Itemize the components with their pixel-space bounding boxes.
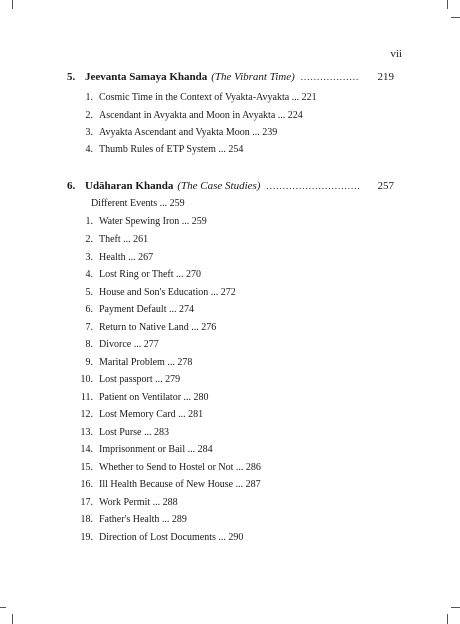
entry-text: House and Son's Education ... 272 xyxy=(99,287,236,298)
crop-mark-bottom-left xyxy=(12,614,13,624)
crop-mark-bottom-right xyxy=(447,614,448,624)
entry-number: 6. xyxy=(85,304,93,315)
entry-text: Lost Purse ... 283 xyxy=(99,427,169,438)
toc-entry[interactable] xyxy=(67,409,367,425)
entry-text: Payment Default ... 274 xyxy=(99,304,194,315)
entry-text: Ill Health Because of New House ... 287 xyxy=(99,479,261,490)
dot-leader xyxy=(266,181,360,191)
entry-text: Work Permit ... 288 xyxy=(99,497,178,508)
entry-number: 14. xyxy=(80,444,93,455)
entry-text: Thumb Rules of ETP System ... 254 xyxy=(99,144,244,155)
entry-text: Patient on Ventilator ... 280 xyxy=(99,392,209,403)
entry-number: 5. xyxy=(85,287,93,298)
toc-entry[interactable] xyxy=(67,444,367,460)
entry-number: 9. xyxy=(85,357,93,368)
toc-entry[interactable] xyxy=(67,304,367,320)
toc-entry[interactable] xyxy=(67,514,367,530)
entry-text: Avyakta Ascendant and Vyakta Moon ... 239 xyxy=(99,127,278,138)
entry-number: 11. xyxy=(80,392,93,403)
entry-text: Theft ... 261 xyxy=(99,234,149,245)
entry-number: 15. xyxy=(80,462,93,473)
section-title: Jeevanta Samaya Khanda xyxy=(85,71,208,83)
entry-number: 18. xyxy=(80,514,93,525)
entry-text: Cosmic Time in the Context of Vyakta-Avyakta ... 221 xyxy=(99,92,317,103)
crop-mark-top-right xyxy=(447,0,448,9)
entry-number: 13. xyxy=(80,427,93,438)
section-title: Udāharan Khanda xyxy=(85,180,174,192)
toc-entry[interactable] xyxy=(67,374,367,390)
entry-number: 1. xyxy=(85,216,93,227)
toc-entry[interactable] xyxy=(67,497,367,513)
crop-mark-right-upper xyxy=(451,17,460,18)
section-intro[interactable]: Different Events ... 259 xyxy=(91,198,185,209)
toc-entry[interactable] xyxy=(67,322,367,338)
entry-number: 7. xyxy=(85,322,93,333)
toc-entry[interactable] xyxy=(67,127,367,143)
section-page: 257 xyxy=(377,180,394,192)
entry-number: 8. xyxy=(85,339,93,350)
entry-number: 16. xyxy=(80,479,93,490)
page-number: vii xyxy=(390,48,402,60)
section-page: 219 xyxy=(377,71,394,83)
crop-mark-left-lower xyxy=(0,607,6,608)
entry-number: 1. xyxy=(85,92,93,103)
entry-number: 3. xyxy=(85,252,93,263)
toc-section-6[interactable] xyxy=(67,180,394,196)
entry-text: Water Spewing Iron ... 259 xyxy=(99,216,207,227)
entry-number: 3. xyxy=(85,127,93,138)
entry-text: Divorce ... 277 xyxy=(99,339,159,350)
section-number: 5. xyxy=(67,71,76,83)
crop-mark-top-left xyxy=(12,0,13,9)
entry-number: 4. xyxy=(85,269,93,280)
toc-entry[interactable] xyxy=(67,216,367,232)
toc-entry[interactable] xyxy=(67,392,367,408)
section-subtitle: (The Vibrant Time) xyxy=(211,71,295,83)
toc-entry[interactable] xyxy=(67,357,367,373)
toc-entry[interactable] xyxy=(67,110,367,126)
dot-leader xyxy=(301,72,360,82)
entry-number: 4. xyxy=(85,144,93,155)
entry-text: Ascendant in Avyakta and Moon in Avyakta ... 224 xyxy=(99,110,303,121)
entry-number: 19. xyxy=(80,532,93,543)
toc-entry[interactable] xyxy=(67,252,367,268)
toc-entry[interactable] xyxy=(67,462,367,478)
toc-entry[interactable] xyxy=(67,532,367,548)
entry-text: Father's Health ... 289 xyxy=(99,514,187,525)
entry-text: Imprisonment or Bail ... 284 xyxy=(99,444,213,455)
toc-entry[interactable] xyxy=(67,339,367,355)
entry-text: Lost Memory Card ... 281 xyxy=(99,409,204,420)
toc-entry[interactable] xyxy=(67,287,367,303)
toc-entry[interactable] xyxy=(67,427,367,443)
entry-text: Return to Native Land ... 276 xyxy=(99,322,217,333)
entry-number: 17. xyxy=(80,497,93,508)
entry-text: Health ... 267 xyxy=(99,252,154,263)
entry-number: 2. xyxy=(85,234,93,245)
entry-text: Marital Problem ... 278 xyxy=(99,357,193,368)
toc-entry[interactable] xyxy=(67,269,367,285)
toc-section-5[interactable] xyxy=(67,71,394,87)
toc-entry[interactable] xyxy=(67,479,367,495)
toc-entry[interactable] xyxy=(67,234,367,250)
section-subtitle: (The Case Studies) xyxy=(177,180,261,192)
crop-mark-right-lower xyxy=(451,607,460,608)
entry-text: Whether to Send to Hostel or Not ... 286 xyxy=(99,462,261,473)
toc-entry[interactable] xyxy=(67,92,367,108)
toc-entry[interactable] xyxy=(67,144,367,160)
entry-text: Lost Ring or Theft ... 270 xyxy=(99,269,202,280)
entry-number: 10. xyxy=(80,374,93,385)
entry-text: Direction of Lost Documents ... 290 xyxy=(99,532,244,543)
entry-text: Lost passport ... 279 xyxy=(99,374,181,385)
entry-number: 2. xyxy=(85,110,93,121)
section-number: 6. xyxy=(67,180,76,192)
entry-number: 12. xyxy=(80,409,93,420)
